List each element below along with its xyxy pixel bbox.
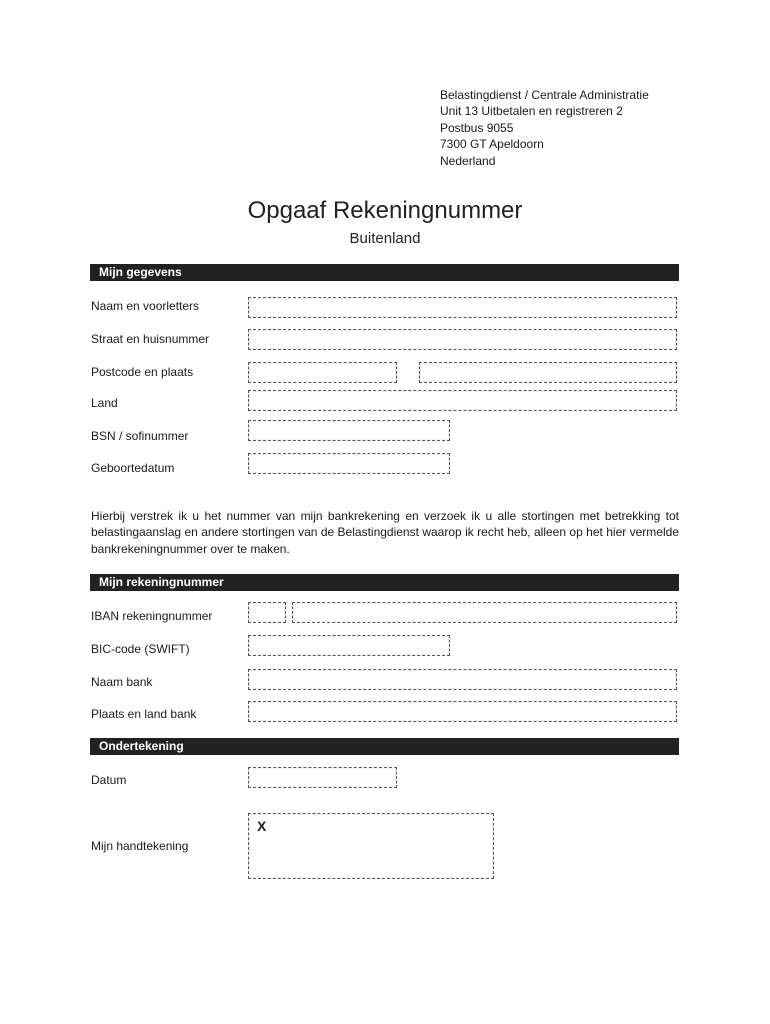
bsn-field[interactable]: [248, 420, 450, 441]
page-subtitle: Buitenland: [349, 230, 421, 247]
address-line: Nederland: [440, 153, 496, 168]
street-field[interactable]: [248, 329, 677, 350]
page-title: Opgaaf Rekeningnummer: [247, 197, 523, 224]
statement-paragraph: Hierbij verstrek ik u het nummer van mijn bankrekening en verzoek ik u alle stortingen met betrekking tot belastingaanslag en andere stortingen van de Belastingdienst waarop ik recht heb, alleen op het hier vermelde bankrekeningnummer over te maken.: [91, 509, 679, 556]
signature-mark: X: [257, 818, 267, 834]
address-line: Unit 13 Uitbetalen en registreren 2: [440, 104, 623, 119]
postcode-field[interactable]: [248, 362, 397, 383]
bic-field[interactable]: [248, 635, 450, 656]
iban-country-code-field[interactable]: [248, 602, 286, 623]
bic-label: BIC-code (SWIFT): [91, 642, 190, 656]
section-header-signature: Ondertekening: [90, 738, 679, 755]
street-label: Straat en huisnummer: [91, 332, 210, 346]
name-label: Naam en voorletters: [91, 299, 200, 313]
address-line: 7300 GT Apeldoorn: [440, 137, 544, 152]
recipient-address: [440, 87, 649, 169]
name-field[interactable]: [248, 297, 677, 318]
country-label: Land: [91, 396, 118, 410]
signature-label: Mijn handtekening: [91, 839, 189, 853]
bank-location-label: Plaats en land bank: [91, 707, 197, 721]
birthdate-field[interactable]: [248, 453, 450, 474]
section-header-account: Mijn rekeningnummer: [90, 574, 679, 591]
iban-label: IBAN rekeningnummer: [91, 609, 213, 623]
city-field[interactable]: [419, 362, 677, 383]
country-field[interactable]: [248, 390, 677, 411]
bsn-label: BSN / sofinummer: [91, 429, 189, 443]
section-header-personal: Mijn gegevens: [90, 264, 679, 281]
bank-name-field[interactable]: [248, 669, 677, 690]
bank-name-label: Naam bank: [91, 675, 153, 689]
iban-number-field[interactable]: [292, 602, 677, 623]
date-label: Datum: [91, 773, 127, 787]
signature-field[interactable]: [248, 813, 494, 879]
address-line: Postbus 9055: [440, 120, 514, 135]
address-line: Belastingdienst / Centrale Administratie: [440, 88, 649, 102]
date-field[interactable]: [248, 767, 397, 788]
postcode-label: Postcode en plaats: [91, 365, 194, 379]
bank-location-field[interactable]: [248, 701, 677, 722]
birthdate-label: Geboortedatum: [91, 461, 175, 475]
